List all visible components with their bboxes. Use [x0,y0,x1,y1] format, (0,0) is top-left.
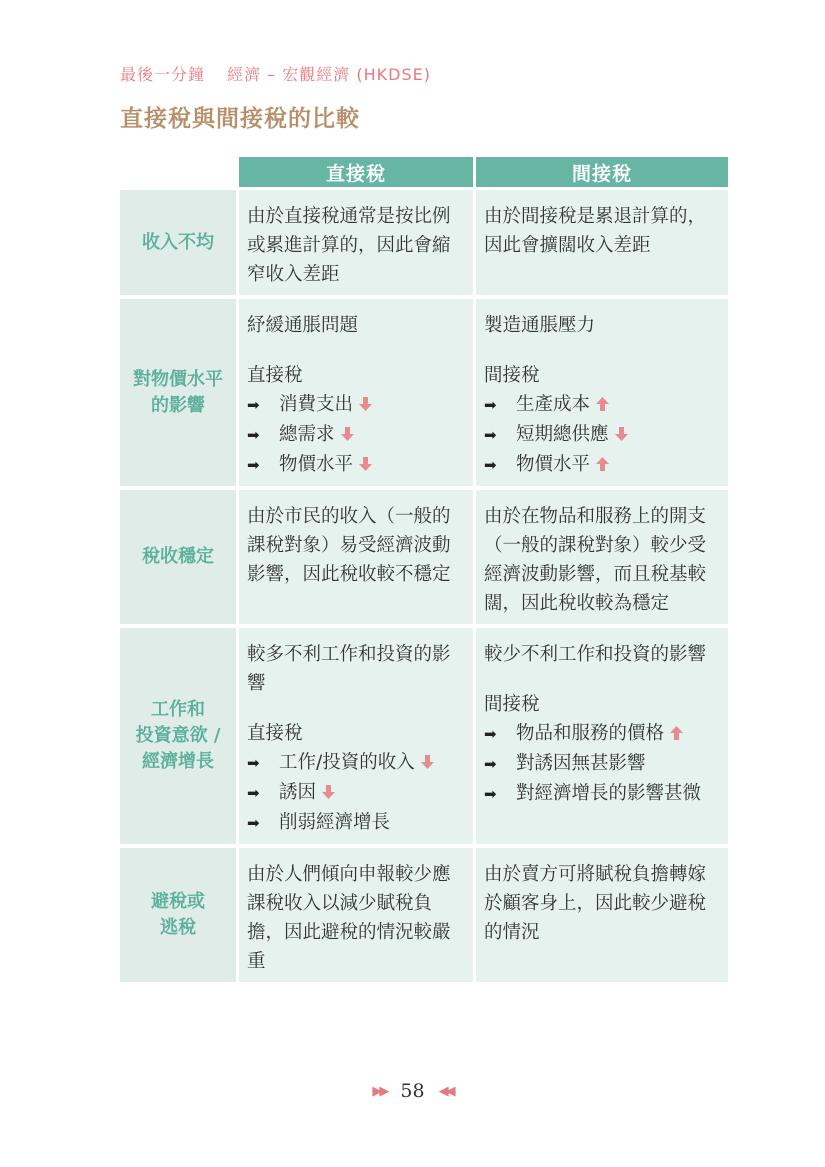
row-label: 對物價水平 的影響 [133,368,223,416]
indirect-tax-cell [476,299,728,486]
cell-text: 由於市民的收入（一般的課稅對象）易受經濟波動影響，因此稅收較不穩定 [247,506,451,585]
paragraph-gap [247,698,467,719]
double-left-triangle-icon: ◀◀ [438,1084,453,1099]
page-footer [0,1080,825,1102]
cell-text: 較少不利工作和投資的影響 [484,644,707,665]
cell-text: 間接稅 [484,694,540,715]
cell-text: 由於賣方可將賦稅負擔轉嫁於顧客身上，因此較少避稅的情況 [484,864,707,943]
down-arrow-icon [341,427,354,441]
column-header-indirect-tax: 間接稅 [476,157,728,187]
down-arrow-icon [615,427,628,441]
bullet-text: 物價水平 [516,450,722,479]
row-label-cell [120,190,236,295]
cell-text: 直接稅 [247,723,303,744]
bullet-item [484,450,722,480]
comparison-table [120,157,728,986]
bullet-text: 消費支出 [279,390,467,419]
right-arrow-icon: ➡ [247,426,260,444]
subject-title: 經濟 – 宏觀經濟 (HKDSE) [227,65,431,84]
row-label: 收入不均 [142,231,214,253]
up-arrow-icon [670,726,683,740]
bullet-item [247,748,467,778]
indirect-tax-cell [476,628,728,844]
table-header-row [120,157,728,187]
bullet-text: 誘因 [279,778,467,807]
page-number: 58 [400,1080,425,1102]
table-row [120,299,728,486]
bullet-item [484,749,722,779]
bullet-item [484,779,722,809]
column-header-direct-tax: 直接稅 [239,157,473,187]
right-arrow-icon: ➡ [247,814,260,832]
indirect-tax-cell [476,490,728,624]
running-header [120,62,447,85]
right-arrow-icon: ➡ [484,785,497,803]
bullet-text: 短期總供應 [516,420,722,449]
bullet-item [484,420,722,450]
table-row [120,490,728,624]
bullet-text: 物價水平 [279,450,467,479]
right-arrow-icon: ➡ [247,754,260,772]
book-title: 最後一分鐘 [120,65,206,84]
bullet-text: 對誘因無甚影響 [516,753,646,774]
cell-text: 直接稅 [247,365,303,386]
direct-tax-cell [239,628,473,844]
right-arrow-icon: ➡ [484,456,497,474]
row-label-cell [120,848,236,982]
direct-tax-cell [239,490,473,624]
bullet-text: 削弱經濟增長 [279,812,391,833]
table-body [120,190,728,982]
down-arrow-icon [359,397,372,411]
bullet-item [247,420,467,450]
cell-text: 由於間接稅是累退計算的，因此會擴闊收入差距 [484,206,707,256]
direct-tax-cell [239,190,473,295]
bullet-item [247,808,467,838]
table-header-spacer [120,157,236,187]
bullet-item [247,390,467,420]
table-row [120,628,728,844]
table-row [120,848,728,982]
direct-tax-cell [239,848,473,982]
bullet-text: 物品和服務的價格 [516,719,722,748]
bullet-text: 總需求 [279,420,467,449]
down-arrow-icon [421,755,434,769]
row-label: 工作和 投資意欲 / 經濟增長 [135,699,221,772]
cell-text: 較多不利工作和投資的影響 [247,644,451,694]
paragraph-gap [484,669,722,690]
paragraph-gap [484,340,722,361]
row-label: 稅收穩定 [142,546,214,567]
table-row [120,190,728,295]
bullet-item [247,450,467,480]
down-arrow-icon [322,785,335,799]
up-arrow-icon [596,457,609,471]
right-arrow-icon: ➡ [247,396,260,414]
paragraph-gap [247,340,467,361]
row-label-cell [120,299,236,486]
cell-text: 由於在物品和服務上的開支（一般的課稅對象）較少受經濟波動影響，而且稅基較闊，因此稅收較為穩定 [484,506,707,614]
cell-text: 由於直接稅通常是按比例或累進計算的，因此會縮窄收入差距 [247,206,451,285]
right-arrow-icon: ➡ [484,725,497,743]
bullet-text: 工作/投資的收入 [279,748,467,777]
indirect-tax-cell [476,190,728,295]
right-arrow-icon: ➡ [247,784,260,802]
row-label-cell [120,490,236,624]
cell-text: 製造通脹壓力 [484,315,596,336]
up-arrow-icon [596,397,609,411]
right-arrow-icon: ➡ [484,426,497,444]
double-right-triangle-icon: ▶▶ [372,1084,387,1099]
indirect-tax-cell [476,848,728,982]
bullet-text: 對經濟增長的影響甚微 [516,783,702,804]
bullet-item [484,719,722,749]
cell-text: 紓緩通脹問題 [247,315,359,336]
page-title: 直接稅與間接稅的比較 [120,106,360,132]
down-arrow-icon [359,457,372,471]
right-arrow-icon: ➡ [484,755,497,773]
direct-tax-cell [239,299,473,486]
bullet-text: 生產成本 [516,390,722,419]
bullet-item [247,778,467,808]
right-arrow-icon: ➡ [247,456,260,474]
bullet-item [484,390,722,420]
row-label-cell [120,628,236,844]
cell-text: 間接稅 [484,365,540,386]
right-arrow-icon: ➡ [484,396,497,414]
cell-text: 由於人們傾向申報較少應課稅收入以減少賦稅負擔，因此避稅的情況較嚴重 [247,864,451,972]
row-label: 避稅或 逃稅 [151,891,205,938]
